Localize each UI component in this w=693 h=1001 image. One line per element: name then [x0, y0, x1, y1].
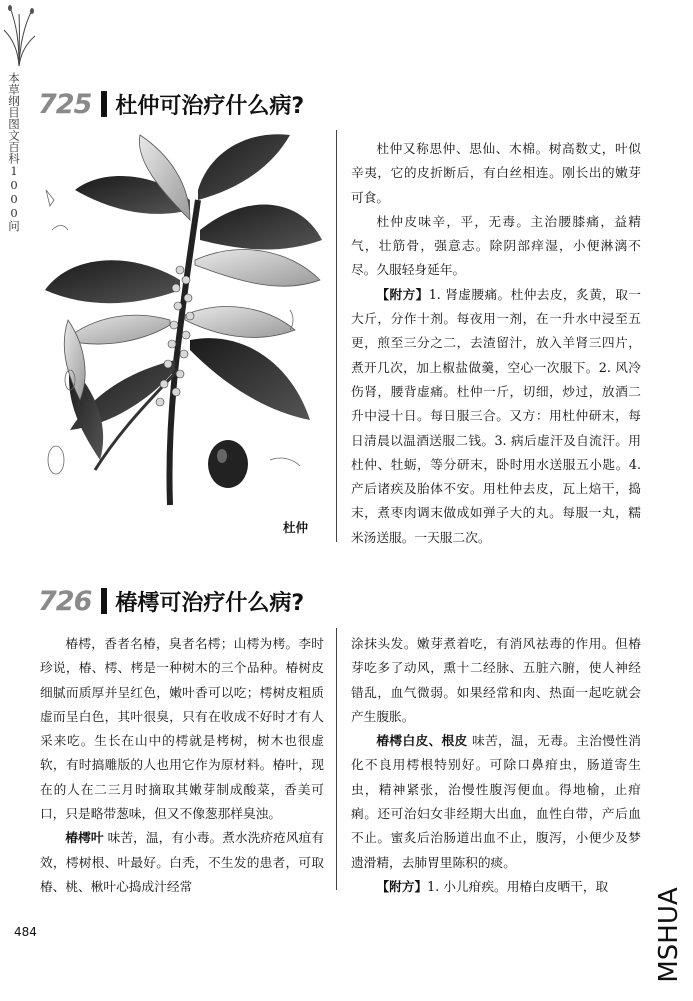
grass-logo-icon — [2, 2, 36, 68]
figure-caption: 杜仲 — [283, 520, 309, 535]
paragraph: 涂抹头发。嫩芽煮着吃，有消风祛毒的作用。但椿芽吃多了动风，熏十二经脉、五脏六腑，使人神经错乱，血气微弱。如果经常和肉、热面一起吃就会产生腹胀。 — [351, 636, 641, 724]
section-726-left-text — [40, 632, 324, 899]
section-number: 726 — [38, 585, 92, 617]
watermark — [651, 878, 687, 993]
section-726-heading — [38, 583, 304, 619]
column-divider — [336, 628, 337, 890]
section-726-right-text — [351, 632, 641, 899]
section-title: 杜仲可治疗什么病? — [115, 93, 305, 119]
paragraph: 椿樗叶 味苦，温，有小毒。煮水洗疥疮风疽有效，樗树根、叶最好。白秃，不生发的患者，可取椿、桃、楸叶心捣成汁经常 — [40, 830, 324, 894]
eucommia-plant-illustration — [40, 130, 322, 525]
paragraph: 椿樗，香者名椿，臭者名樗；山樗为栲。李时珍说，椿、樗、栲是一种树木的三个品种。椿树皮细腻而质厚并呈红色，嫩叶香可以吃；樗树皮粗质虚而呈白色，其叶很臭，只有在收成不好时才有人采来吃。生长在山中的樗就是栲树，树木也很虚软，有时搞雕版的人也用它作为原材料。椿叶，现在的人在二三月时摘取其嫩芽制成酸菜，香美可口，只是略带葱味，但又不像葱那样臭浊。 — [40, 636, 324, 822]
paragraph: 杜仲皮味辛，平，无毒。主治腰膝痛，益精气，壮筋骨，强意志。除阴部痒湿，小便淋漓不尽。久服轻身延年。 — [351, 213, 641, 278]
section-number: 725 — [38, 88, 92, 120]
heading-bar — [101, 91, 107, 117]
page-number: 484 — [14, 925, 37, 939]
column-divider — [336, 130, 337, 542]
paragraph: 【附方】1. 小儿疳疾。用椿白皮晒干，取 — [376, 878, 609, 894]
section-title: 椿樗可治疗什么病? — [115, 590, 305, 616]
watermark-text: MSHUA — [654, 887, 684, 983]
paragraph: 椿樗白皮、根皮 味苦，温，无毒。主治慢性消化不良用樗根特别好。可除口鼻疳虫，肠道寄生虫，精神紧张，治慢性腹泻便血。得地榆，止疳痢。还可治妇女非经期大出血，血性白带，产后血不止。蜜炙后治肠道出血不止，腹泻，小便少及梦遗滑精，去肺胃里陈积的痰。 — [351, 733, 641, 870]
paragraph: 杜仲又称思仲、思仙、木棉。树高数丈，叶似辛夷，它的皮折断后，有白丝相连。刚长出的嫩芽可食。 — [351, 141, 641, 205]
section-725-text — [351, 137, 641, 550]
section-725-heading — [38, 86, 304, 122]
book-title-vertical: 本草纲目图文百科1000问 — [7, 72, 21, 232]
paragraph: 【附方】1. 肾虚腰痛。杜仲去皮，炙黄，取一大斤，分作十剂。每夜用一剂，在一升水中浸至五更，煎至三分之二，去渣留汁，放入羊肾三四片，煮开几次，加上椒盐做羹，空心一次服下。2. 风冷伤肾，腰背虚痛。杜仲一斤，切细，炒过，放酒二升中浸十日。每日服三合。又方：用杜仲研末，每日清晨以温酒送服二钱。3. 病后虚汗及自流汗。用杜仲、牡蛎，等分研末，卧时用水送服五小匙。4. 产后诸疾及胎体不安。用杜仲去皮，瓦上焙干，捣末，煮枣肉调末做成如弹子大的丸。每服一丸，糯米汤送服。一天服二次。 — [351, 286, 641, 545]
heading-bar — [101, 588, 107, 614]
